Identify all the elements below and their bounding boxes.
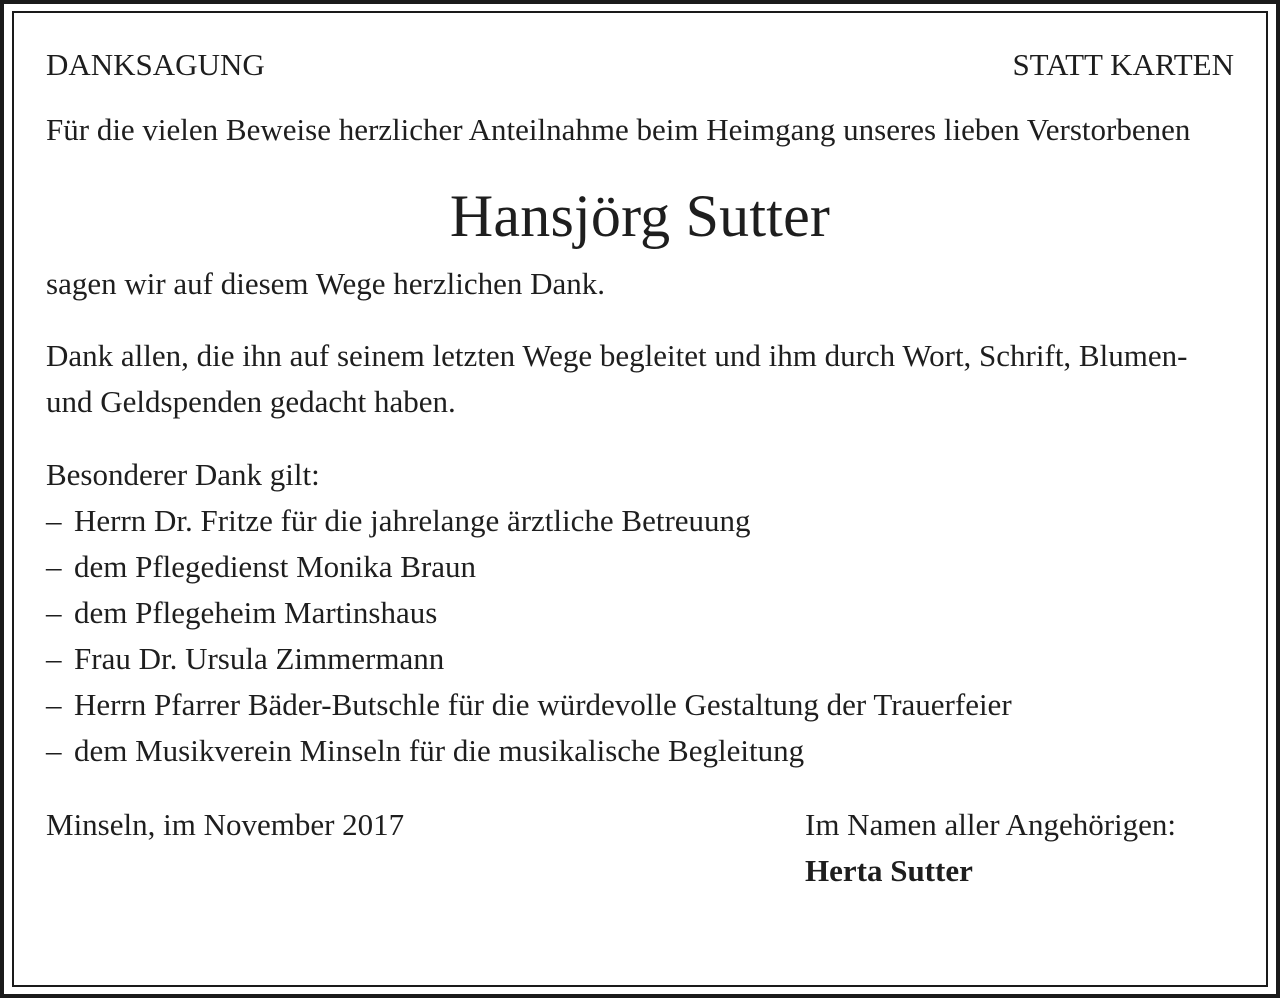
- place-date: Minseln, im November 2017: [46, 807, 405, 842]
- deceased-name: Hansjörg Sutter: [449, 183, 831, 249]
- list-item: [46, 590, 1234, 636]
- list-item-text: dem Musikverein Minseln für die musikalische Begleitung: [74, 733, 805, 768]
- header-left: DANKSAGUNG: [46, 47, 265, 82]
- list-item: [46, 682, 1234, 728]
- signature-block: [805, 802, 1176, 894]
- list-item: [46, 544, 1234, 590]
- dash-marker: –: [46, 733, 62, 768]
- special-thanks-heading: Besonderer Dank gilt:: [46, 457, 320, 492]
- intro-text: Für die vielen Beweise herzlicher Anteilnahme beim Heimgang unseres lieben Verstorbenen: [46, 112, 1191, 147]
- signer-name: Herta Sutter: [805, 853, 973, 888]
- list-item-text: Frau Dr. Ursula Zimmermann: [74, 641, 445, 676]
- dash-marker: –: [46, 687, 62, 722]
- list-item: [46, 728, 1234, 774]
- list-item-text: dem Pflegedienst Monika Braun: [74, 549, 477, 584]
- list-item-text: Herrn Dr. Fritze für die jahrelange ärztliche Betreuung: [74, 503, 751, 538]
- footer: [46, 802, 1234, 902]
- dash-marker: –: [46, 549, 62, 584]
- list-item: [46, 498, 1234, 544]
- thanks-line: sagen wir auf diesem Wege herzlichen Dank.: [46, 266, 606, 301]
- header-row: [46, 40, 1234, 90]
- thanks-paragraph: Dank allen, die ihn auf seinem letzten Wege begleitet und ihm durch Wort, Schrift, Blumen- und Geldspenden gedacht haben.: [46, 338, 1188, 419]
- list-item-text: Herrn Pfarrer Bäder-Butschle für die würdevolle Gestaltung der Trauerfeier: [74, 687, 1012, 722]
- list-item-text: dem Pflegeheim Martinshaus: [74, 595, 438, 630]
- header-right: STATT KARTEN: [1012, 47, 1234, 82]
- special-thanks: [46, 452, 1234, 774]
- list-item: [46, 636, 1234, 682]
- dash-marker: –: [46, 641, 62, 676]
- dash-marker: –: [46, 503, 62, 538]
- special-thanks-list: [46, 498, 1234, 774]
- notice-content: [46, 40, 1234, 902]
- on-behalf-line: Im Namen aller Angehörigen:: [805, 807, 1177, 842]
- dash-marker: –: [46, 595, 62, 630]
